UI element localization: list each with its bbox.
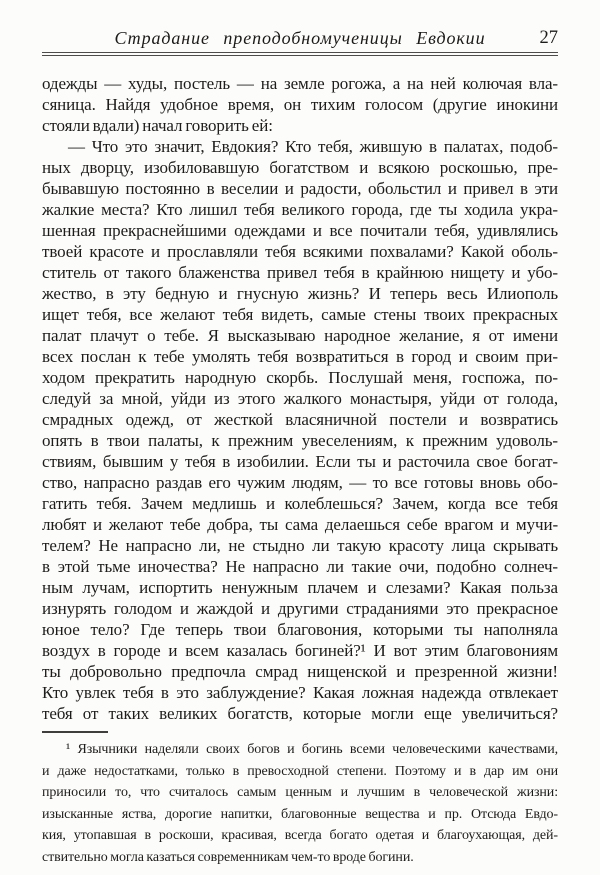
text-line: палат плачут о тебе. Я высказываю народное желание, я от имени — [42, 326, 558, 345]
text-line: ствиям, бывшим у тебя в изобилии. Если ты и расточила свое богат- — [42, 452, 558, 471]
text-line: телем? Не напрасно ли, не стыдно ли такую красоту лица скрывать — [42, 536, 558, 555]
text-line: всех послан к тебе умолять тебя возвратиться в город и своим при- — [42, 347, 558, 366]
text-line: тебя от таких великих богатств, которые могли еще увеличиться? — [42, 704, 558, 723]
footnote — [42, 739, 558, 868]
text-line: ных дворцу, изобиловавшую богатством и всякою роскошью, пре- — [42, 158, 558, 177]
text-line: твоей красоте и прославляли тебя всякими похвалами? Какой оболь- — [42, 242, 558, 261]
text-line: одежды — худы, постель — на земле рогожа, а на ней колючая вла- — [42, 74, 558, 93]
text-line: воздух в городе и всем казалась богиней?¹ И вот этим благовониям — [42, 641, 558, 660]
text-line: изнурять голодом и жаждой и другими страданиями это прекрасное — [42, 599, 558, 618]
text-line: ство, напрасно раздав его чужим людям, — то все готовы вновь обо- — [42, 473, 558, 492]
text-line: в этой тьме иночества? Не напрасно ли такие очи, подобно солнеч- — [42, 557, 558, 576]
text-line: ститель от такого блаженства привел тебя в крайнюю нищету и убо- — [42, 263, 558, 282]
text-line: жество, в эту бедную и гнусную жизнь? И теперь весь Илиополь — [42, 284, 558, 303]
text-line: смрадных одежд, от жесткой власяничной постели и возвратись — [42, 410, 558, 429]
text-line: и даже недостатками, только в превосходной степени. Поэтому и в дар им они — [42, 763, 558, 779]
page-number: 27 — [539, 28, 558, 48]
text-line: кия, утопавшая в роскоши, красивая, всегда богато одетая и благоухающая, дей- — [42, 828, 558, 843]
running-header — [42, 0, 558, 49]
text-line: опять в твои палаты, к прежним увеселениям, к прежним удоволь- — [42, 431, 558, 450]
text-line: шенная прекраснейшими одеждами и все почитали тебя, удивлялись — [42, 221, 558, 240]
text-line: юное тело? Где теперь твои благовония, которыми ты наполняла — [42, 620, 558, 639]
text-line: сяница. Найдя удобное время, он тихим голосом (другие инокини — [42, 95, 558, 114]
text-line: Кто увлек тебя в это заблуждение? Какая ложная надежда отвлекает — [42, 683, 558, 702]
header-rule — [42, 52, 558, 56]
text-line: любят и желают тебе добра, ты сама делаешься себе врагом и мучи- — [42, 515, 558, 534]
text-line: приносили то, что считалось самым ценным и лучшим в человеческой жизни: — [42, 785, 558, 800]
text-line: ходом прекратить народную скорбь. Послушай меня, госпожа, по- — [42, 368, 558, 387]
footnote-separator — [42, 731, 108, 733]
text-line: ты добровольно предпочла смрад нищенской и презренной жизни! — [42, 662, 558, 681]
text-line: ищет тебя, все желают тебя видеть, самые стены твоих прекрасных — [42, 305, 558, 324]
text-line: ствительно могла казаться современникам чем-то вроде богини. — [42, 849, 414, 865]
text-line: бывавшую постоянно в веселии и радости, обольстил и привел в эти — [42, 179, 558, 198]
running-header-title: Страдание преподобномученицы Евдокии — [114, 28, 486, 48]
text-line: следуй за мной, уйди из этого жалкого монастыря, уйди от голода, — [42, 389, 558, 408]
text-block — [42, 0, 558, 868]
text-line: жалкие места? Кто лишил тебя великого города, где ты ходила укра- — [42, 200, 558, 219]
text-line: гатить тебя. Зачем медлишь и колеблешься? Зачем, когда все тебя — [42, 494, 558, 513]
text-line: изысканные яства, дорогие напитки, благовонные вещества и пр. Отсюда Евдо- — [42, 806, 558, 822]
text-line: ¹ Язычники наделяли своих богов и богинь всеми человеческими качествами, — [66, 742, 558, 757]
text-line: стояли вдали) начал говорить ей: — [42, 116, 273, 135]
body-text — [42, 73, 558, 724]
text-line: — Что это значит, Евдокия? Кто тебя, жившую в палатах, подоб- — [68, 137, 558, 156]
text-line: ным лучам, испортить ненужным плачем и слезами? Какая польза — [42, 578, 558, 597]
